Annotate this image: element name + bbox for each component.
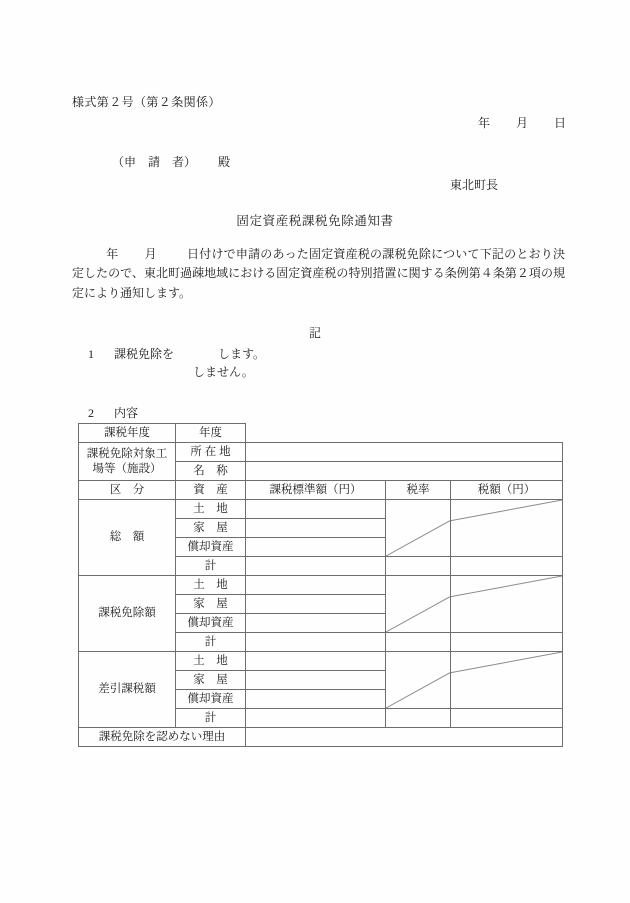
header-tax-amount: 税額（円） <box>451 481 563 500</box>
document-title: 固定資産税課税免除通知書 <box>236 214 394 228</box>
item-1-option-affirmative[interactable]: します。 <box>218 347 266 361</box>
date-year-label: 年 <box>477 116 490 130</box>
asset-label-sum: 計 <box>176 633 246 652</box>
body-date-year: 年 <box>106 247 119 261</box>
net-sum-tax-amount[interactable] <box>451 709 563 728</box>
exempt-land-tax-base[interactable] <box>246 576 386 595</box>
asset-label-house: 家 屋 <box>176 519 246 538</box>
diagonal-strike-icon <box>386 500 450 556</box>
date-month-label: 月 <box>515 116 528 130</box>
header-tax-base: 課税標準額（円） <box>246 481 386 500</box>
diagonal-strike-icon <box>386 652 450 708</box>
exempt-sum-tax-base[interactable] <box>246 633 386 652</box>
diagonal-strike-icon <box>451 500 562 556</box>
applicant-honorific: 殿 <box>218 155 231 169</box>
total-tax-amount-strike <box>451 500 563 557</box>
table-header-row <box>79 481 563 500</box>
content-table <box>78 423 563 747</box>
facility-name-value[interactable] <box>246 462 563 481</box>
exempt-house-tax-base[interactable] <box>246 595 386 614</box>
body-paragraph <box>72 245 565 303</box>
diagonal-strike-icon <box>451 576 562 632</box>
item-1-option-negative[interactable]: しません。 <box>193 365 254 379</box>
exempt-tax-rate-strike <box>386 576 451 633</box>
diagonal-strike-icon <box>386 576 450 632</box>
body-text-line3: ２項の規定により通知します。 <box>72 266 565 300</box>
reason-label: 課税免除を認めない理由 <box>79 728 246 747</box>
section-label-net: 差引課税額 <box>79 652 176 728</box>
net-depreciable-tax-base[interactable] <box>246 690 386 709</box>
asset-label-depreciable: 償却資産 <box>176 538 246 557</box>
total-sum-tax-rate[interactable] <box>386 557 451 576</box>
applicant-label: （申 請 者） <box>112 155 197 169</box>
facility-location-value[interactable] <box>246 443 563 462</box>
total-land-tax-base[interactable] <box>246 500 386 519</box>
tax-year-value[interactable]: 年度 <box>176 424 246 443</box>
asset-label-sum: 計 <box>176 557 246 576</box>
facility-label <box>79 443 176 481</box>
applicant-line <box>112 153 230 170</box>
item-1-number: 1 <box>88 347 94 361</box>
date-day-label: 日 <box>553 116 566 130</box>
total-house-tax-base[interactable] <box>246 519 386 538</box>
asset-label-depreciable: 償却資産 <box>176 614 246 633</box>
asset-label-sum: 計 <box>176 709 246 728</box>
reason-value[interactable] <box>246 728 563 747</box>
net-sum-tax-rate[interactable] <box>386 709 451 728</box>
body-text-line1: 日付けで申請のあった固定資産税の課税免除について下記のとお <box>186 247 541 261</box>
asset-label-house: 家 屋 <box>176 595 246 614</box>
table-row-net-land <box>79 652 563 671</box>
asset-label-land: 土 地 <box>176 652 246 671</box>
form-number: 様式第２号（第２条関係） <box>72 95 221 109</box>
asset-label-depreciable: 償却資産 <box>176 690 246 709</box>
net-land-tax-base[interactable] <box>246 652 386 671</box>
table-row-location <box>79 443 563 462</box>
item-2 <box>88 404 138 421</box>
exempt-tax-amount-strike <box>451 576 563 633</box>
facility-location-label: 所 在 地 <box>176 443 246 462</box>
tax-year-empty-area <box>246 424 563 443</box>
header-category: 区 分 <box>79 481 176 500</box>
total-sum-tax-base[interactable] <box>246 557 386 576</box>
item-2-number: 2 <box>88 406 94 420</box>
content-table-wrapper <box>78 423 562 747</box>
facility-label-line2: 場等（施設） <box>92 462 162 475</box>
exempt-sum-tax-amount[interactable] <box>451 633 563 652</box>
total-depreciable-tax-base[interactable] <box>246 538 386 557</box>
item-2-label: 内容 <box>114 406 139 420</box>
exempt-depreciable-tax-base[interactable] <box>246 614 386 633</box>
section-label-total: 総 額 <box>79 500 176 576</box>
item-1-label: 課税免除を <box>114 347 175 361</box>
header-tax-rate: 税率 <box>386 481 451 500</box>
section-label-exempt: 課税免除額 <box>79 576 176 652</box>
net-sum-tax-base[interactable] <box>246 709 386 728</box>
header-asset: 資 産 <box>176 481 246 500</box>
tax-year-label: 課税年度 <box>79 424 176 443</box>
facility-name-label: 名 称 <box>176 462 246 481</box>
date-line <box>0 114 566 131</box>
table-row-tax-year <box>79 424 563 443</box>
net-tax-rate-strike <box>386 652 451 709</box>
table-row-reason <box>79 728 563 747</box>
total-sum-tax-amount[interactable] <box>451 557 563 576</box>
asset-label-land: 土 地 <box>176 576 246 595</box>
ki-mark: 記 <box>308 326 321 340</box>
net-house-tax-base[interactable] <box>246 671 386 690</box>
body-date-month: 月 <box>144 247 157 261</box>
table-row-total-land <box>79 500 563 519</box>
facility-label-line1: 課税免除対象工 <box>86 448 168 461</box>
total-tax-rate-strike <box>386 500 451 557</box>
body-text-line2: り決定したので、東北町過疎地域における固定資産税の特別措置に関する条例第４条第 <box>72 247 565 281</box>
asset-label-house: 家 屋 <box>176 671 246 690</box>
item-1 <box>88 345 265 362</box>
issuer-line <box>0 176 498 193</box>
issuer-name: 東北町長 <box>449 178 498 192</box>
diagonal-strike-icon <box>451 652 562 708</box>
table-row-exempt-land <box>79 576 563 595</box>
exempt-sum-tax-rate[interactable] <box>386 633 451 652</box>
asset-label-land: 土 地 <box>176 500 246 519</box>
net-tax-amount-strike <box>451 652 563 709</box>
